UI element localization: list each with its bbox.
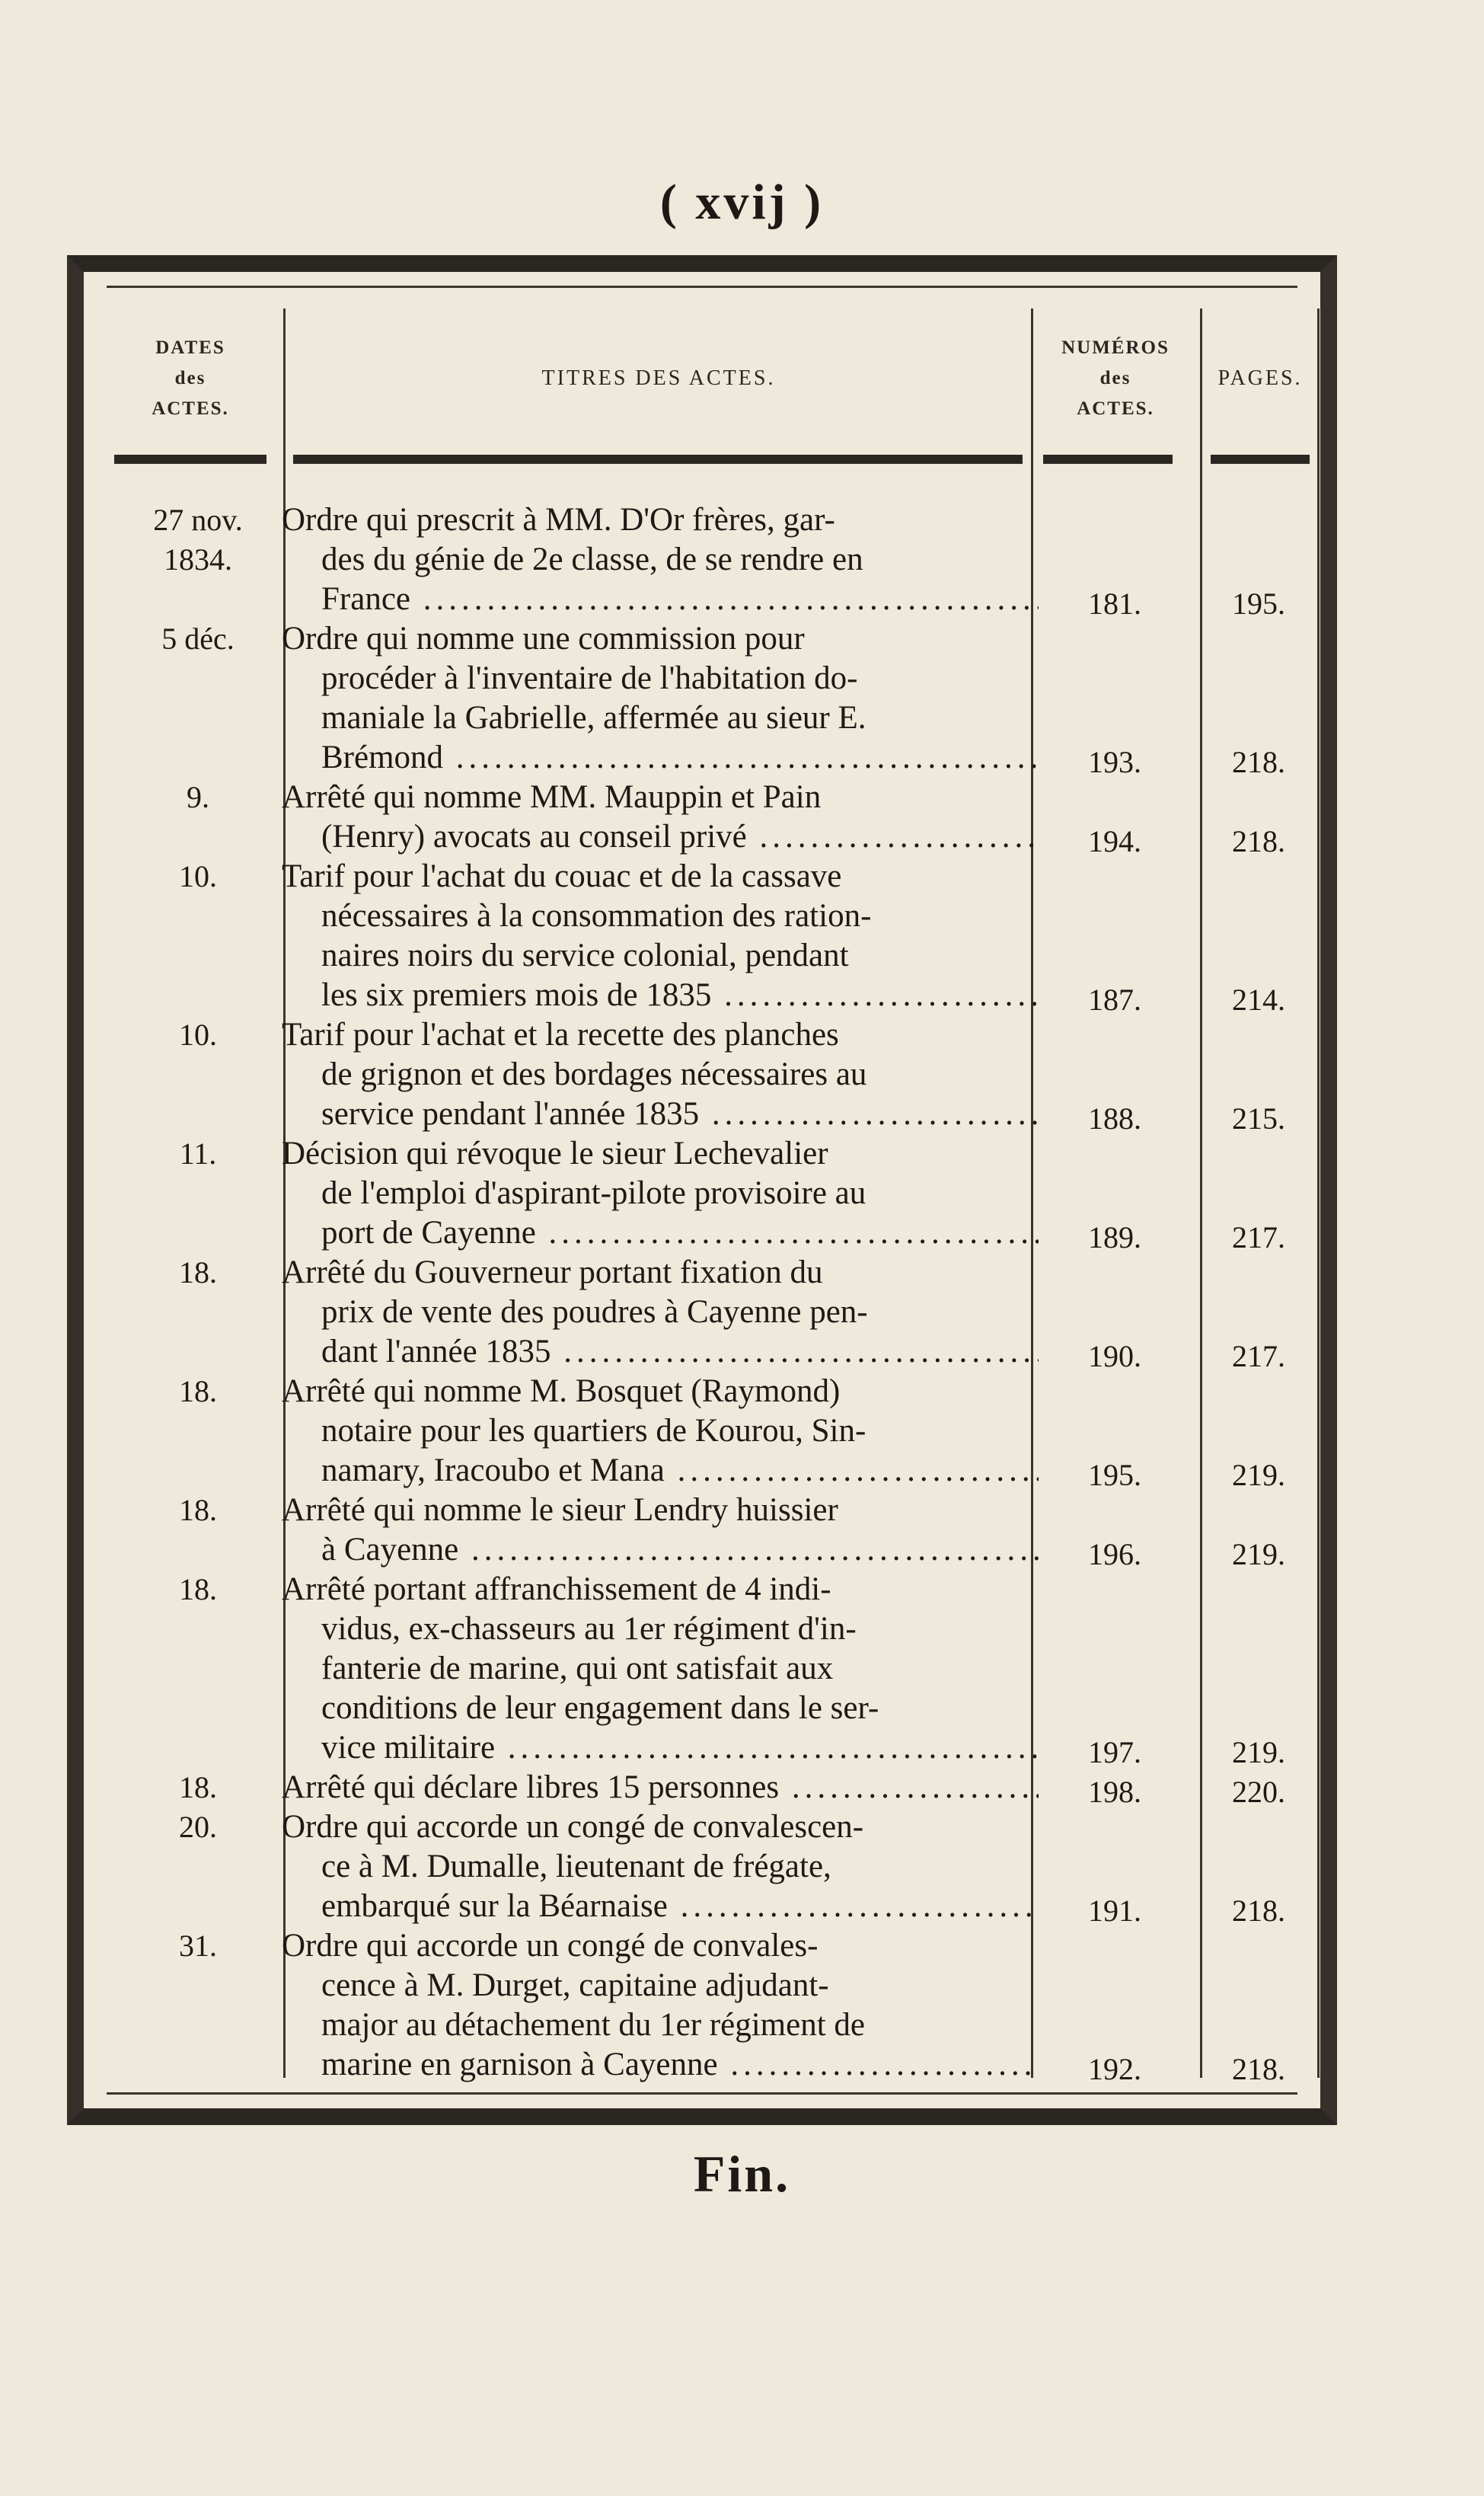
- row-title-line: Arrêté du Gouverneur portant fixation du: [282, 1254, 823, 1290]
- row-title-line: vidus, ex-chasseurs au 1er régiment d'in-: [321, 1611, 857, 1647]
- row-numero: 188.: [1088, 1101, 1141, 1136]
- row-title-line: France .....: [282, 580, 1039, 619]
- row-title-line: fanterie de marine, qui ont satisfait aux: [321, 1651, 834, 1686]
- row-title-line: de grignon et des bordages nécessaires au: [321, 1056, 867, 1092]
- column-divider-pages: [1317, 308, 1320, 2078]
- header-numeros-line2: des: [1099, 368, 1131, 388]
- row-title-line: de l'emploi d'aspirant-pilote provisoire au: [321, 1175, 866, 1211]
- row-title: [282, 1926, 1039, 2085]
- row-title-line: conditions de leur engagement dans le ser-: [321, 1690, 879, 1726]
- row-title: [282, 1134, 1039, 1253]
- row-numero: 192.: [1088, 2052, 1141, 2086]
- row-title-line: (Henry) avocats au conseil privé .....: [282, 817, 1039, 857]
- header-numeros-line1: NUMÉROS: [1061, 337, 1170, 358]
- header-numeros: [1036, 333, 1195, 424]
- row-numero: 198.: [1088, 1775, 1141, 1809]
- header-dates-line2: des: [174, 368, 206, 388]
- row-page: 219.: [1232, 1458, 1285, 1492]
- row-title: [282, 1491, 1039, 1570]
- header-numeros-line3: ACTES.: [1077, 398, 1154, 419]
- row-title: [282, 857, 1039, 1015]
- row-page: 218.: [1232, 824, 1285, 858]
- row-page: 218.: [1232, 745, 1285, 779]
- row-date: 31.: [179, 1929, 217, 1963]
- row-title: [282, 1015, 1039, 1134]
- row-numero: 195.: [1088, 1458, 1141, 1492]
- row-date: 18.: [179, 1493, 217, 1527]
- row-title-line: Arrêté portant affranchissement de 4 indi-: [282, 1571, 831, 1607]
- page-footer: Fin.: [693, 2145, 791, 2203]
- row-page: 214.: [1232, 983, 1285, 1017]
- row-title-line: Ordre qui accorde un congé de convales-: [282, 1928, 819, 1964]
- row-title-line: maniale la Gabrielle, affermée au sieur E.: [321, 700, 866, 736]
- row-title-line: à Cayenne .....: [282, 1530, 1039, 1570]
- table-frame: [67, 255, 1337, 2125]
- page-header: ( xvij ): [659, 174, 825, 230]
- row-date: 20.: [179, 1810, 217, 1844]
- header-rule-pages: [1211, 455, 1310, 464]
- row-title-line: cence à M. Durget, capitaine adjudant-: [321, 1967, 829, 2003]
- row-page: 217.: [1232, 1220, 1285, 1254]
- row-numero: 193.: [1088, 745, 1141, 779]
- row-title: [282, 1570, 1039, 1768]
- row-title-line: Ordre qui nomme une commission pour: [282, 621, 805, 657]
- row-date-year: 1834.: [164, 542, 232, 577]
- header-dates-line3: ACTES.: [152, 398, 229, 419]
- row-numero: 197.: [1088, 1735, 1141, 1769]
- row-numero: 181.: [1088, 586, 1141, 621]
- row-date: 10.: [179, 1018, 217, 1052]
- row-page: 215.: [1232, 1101, 1285, 1136]
- row-page: 195.: [1232, 586, 1285, 621]
- row-title-line: major au détachement du 1er régiment de: [321, 2007, 865, 2043]
- row-numero: 190.: [1088, 1339, 1141, 1373]
- row-date: 18.: [179, 1572, 217, 1606]
- row-title-line: embarqué sur la Béarnaise .....: [282, 1887, 1039, 1926]
- row-date: 11.: [179, 1136, 217, 1171]
- row-page: 218.: [1232, 2052, 1285, 2086]
- row-date: 9.: [187, 780, 209, 814]
- row-date: 10.: [179, 859, 217, 893]
- row-title-line: les six premiers mois de 1835 .....: [282, 976, 1039, 1015]
- row-title-line: naires noirs du service colonial, pendant: [321, 938, 849, 973]
- header-rule-dates: [114, 455, 266, 464]
- row-page: 217.: [1232, 1339, 1285, 1373]
- row-title-line: service pendant l'année 1835 .....: [282, 1095, 1039, 1134]
- row-page: 219.: [1232, 1735, 1285, 1769]
- row-title-line: prix de vente des poudres à Cayenne pen-: [321, 1294, 868, 1330]
- row-title-line: Décision qui révoque le sieur Lechevalier: [282, 1136, 828, 1171]
- row-title: [282, 500, 1039, 619]
- row-title-line: Arrêté qui nomme MM. Mauppin et Pain: [282, 779, 822, 815]
- row-title-line: vice militaire .....: [282, 1728, 1039, 1768]
- row-numero: 189.: [1088, 1220, 1141, 1254]
- column-divider-numeros: [1200, 308, 1202, 2078]
- row-date: 18.: [179, 1374, 217, 1408]
- row-title-line: Arrêté qui nomme le sieur Lendry huissier: [282, 1492, 838, 1528]
- row-date: 18.: [179, 1255, 217, 1290]
- row-title-line: notaire pour les quartiers de Kourou, Sin-: [321, 1413, 866, 1449]
- row-title: [282, 1372, 1039, 1491]
- row-title-line: Ordre qui accorde un congé de convalescen-: [282, 1809, 864, 1845]
- row-title-line: Tarif pour l'achat et la recette des planches: [282, 1017, 839, 1053]
- frame-inner-top-rule: [107, 286, 1297, 288]
- frame-inner-bottom-rule: [107, 2092, 1297, 2095]
- row-numero: 191.: [1088, 1894, 1141, 1928]
- header-dates: [107, 333, 274, 424]
- row-page: 220.: [1232, 1775, 1285, 1809]
- row-title-line: dant l'année 1835 .....: [282, 1332, 1039, 1372]
- row-page: 218.: [1232, 1894, 1285, 1928]
- row-title: [282, 1768, 1039, 1807]
- row-title-line: Ordre qui prescrit à MM. D'Or frères, gar-: [282, 502, 835, 538]
- row-numero: 194.: [1088, 824, 1141, 858]
- row-title-line: ce à M. Dumalle, lieutenant de frégate,: [321, 1849, 831, 1884]
- row-title-line: nécessaires à la consommation des ration-: [321, 898, 872, 934]
- row-title-line: procéder à l'inventaire de l'habitation do-: [321, 660, 858, 696]
- row-title: [282, 778, 1039, 857]
- header-rule-titres: [293, 455, 1023, 464]
- row-date: 27 nov.: [153, 503, 243, 537]
- row-numero: 196.: [1088, 1537, 1141, 1571]
- row-title: [282, 1807, 1039, 1926]
- row-date: 18.: [179, 1770, 217, 1804]
- row-title: [282, 619, 1039, 778]
- row-title-line: marine en garnison à Cayenne .....: [282, 2045, 1039, 2085]
- header-dates-line1: DATES: [155, 337, 225, 358]
- row-title-line: Brémond .....: [282, 738, 1039, 778]
- row-numero: 187.: [1088, 983, 1141, 1017]
- row-title-line: Tarif pour l'achat du couac et de la cassave: [282, 858, 842, 894]
- header-titres: TITRES DES ACTES.: [541, 366, 776, 390]
- row-date: 5 déc.: [161, 622, 235, 656]
- row-title: [282, 1253, 1039, 1372]
- row-title-line: namary, Iracoubo et Mana .....: [282, 1451, 1039, 1491]
- row-title-line: port de Cayenne .....: [282, 1213, 1039, 1253]
- row-page: 219.: [1232, 1537, 1285, 1571]
- header-rule-numeros: [1043, 455, 1173, 464]
- row-title-line: des du génie de 2e classe, de se rendre en: [321, 542, 863, 577]
- header-pages: PAGES.: [1218, 366, 1303, 390]
- row-title-line: Arrêté qui nomme M. Bosquet (Raymond): [282, 1373, 841, 1409]
- row-title-line: Arrêté qui déclare libres 15 personnes .....: [282, 1768, 1039, 1807]
